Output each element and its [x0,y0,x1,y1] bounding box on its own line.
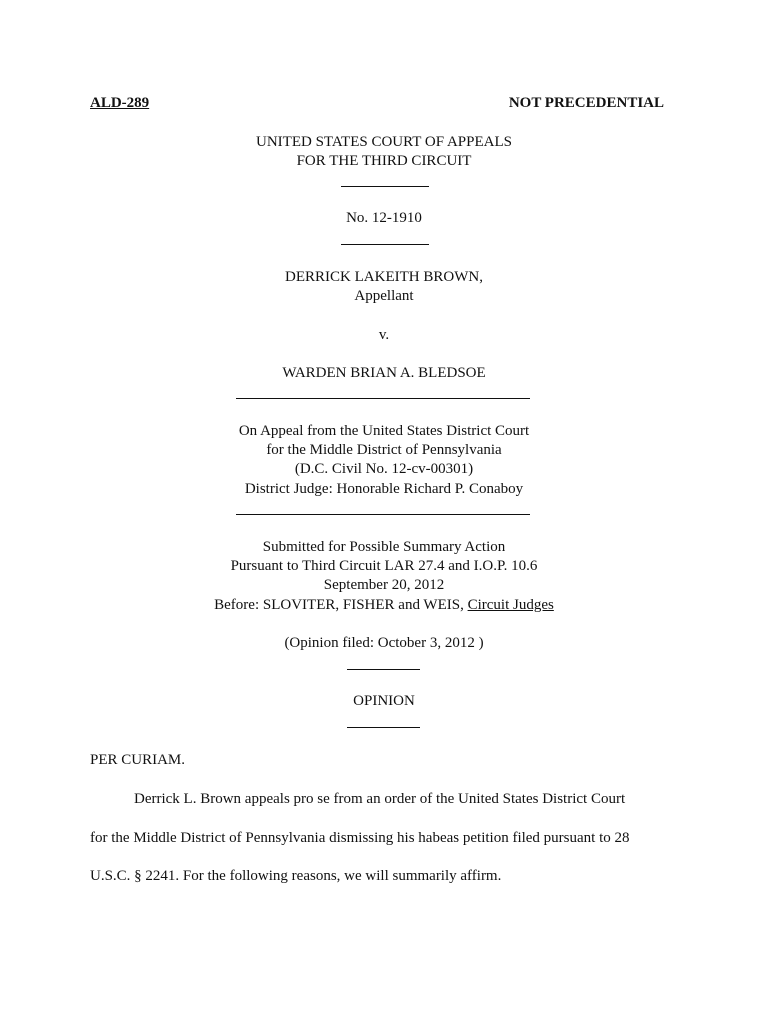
docket-code: ALD-289 [90,95,150,111]
divider-long [236,398,530,399]
versus: v. [378,327,390,343]
submission-line1: Submitted for Possible Summary Action [262,539,506,555]
panel-judges-names: Before: SLOVITER, FISHER and WEIS, [214,597,468,613]
opinion-filed-date: (Opinion filed: October 3, 2012 ) [284,635,484,651]
appellant-name: DERRICK LAKEITH BROWN, [285,269,483,285]
body-line: for the Middle District of Pennsylvania dismissing his habeas petition filed pursuant to 28 [90,830,630,846]
panel-judges [0,596,768,615]
appellant-role: Appellant [354,288,414,304]
appellee-name: WARDEN BRIAN A. BLEDSOE [282,365,486,381]
court-name-line1: UNITED STATES COURT OF APPEALS [256,134,512,150]
appeal-info-line1: On Appeal from the United States District Court [238,423,530,439]
appeal-info-line3: (D.C. Civil No. 12-cv-00301) [294,461,474,477]
case-number: No. 12-1910 [346,210,422,226]
body-line: Derrick L. Brown appeals pro se from an order of the United States District Court [134,791,626,807]
divider-short [341,244,429,245]
court-name-line2: FOR THE THIRD CIRCUIT [296,153,472,169]
divider-short [341,186,429,187]
divider-long [236,514,530,515]
appeal-info-line4: District Judge: Honorable Richard P. Conaboy [244,481,524,497]
precedential-status: NOT PRECEDENTIAL [508,95,664,111]
body-line: U.S.C. § 2241. For the following reasons, we will summarily affirm. [90,868,502,884]
appeal-info-line2: for the Middle District of Pennsylvania [266,442,502,458]
divider-short [347,669,420,670]
submission-line2: Pursuant to Third Circuit LAR 27.4 and I.O.P. 10.6 [230,558,538,574]
divider-short [347,727,420,728]
opinion-heading: OPINION [353,693,415,709]
submission-date: September 20, 2012 [323,577,445,593]
panel-judges-title: Circuit Judges [467,597,554,613]
per-curiam: PER CURIAM. [90,752,186,768]
